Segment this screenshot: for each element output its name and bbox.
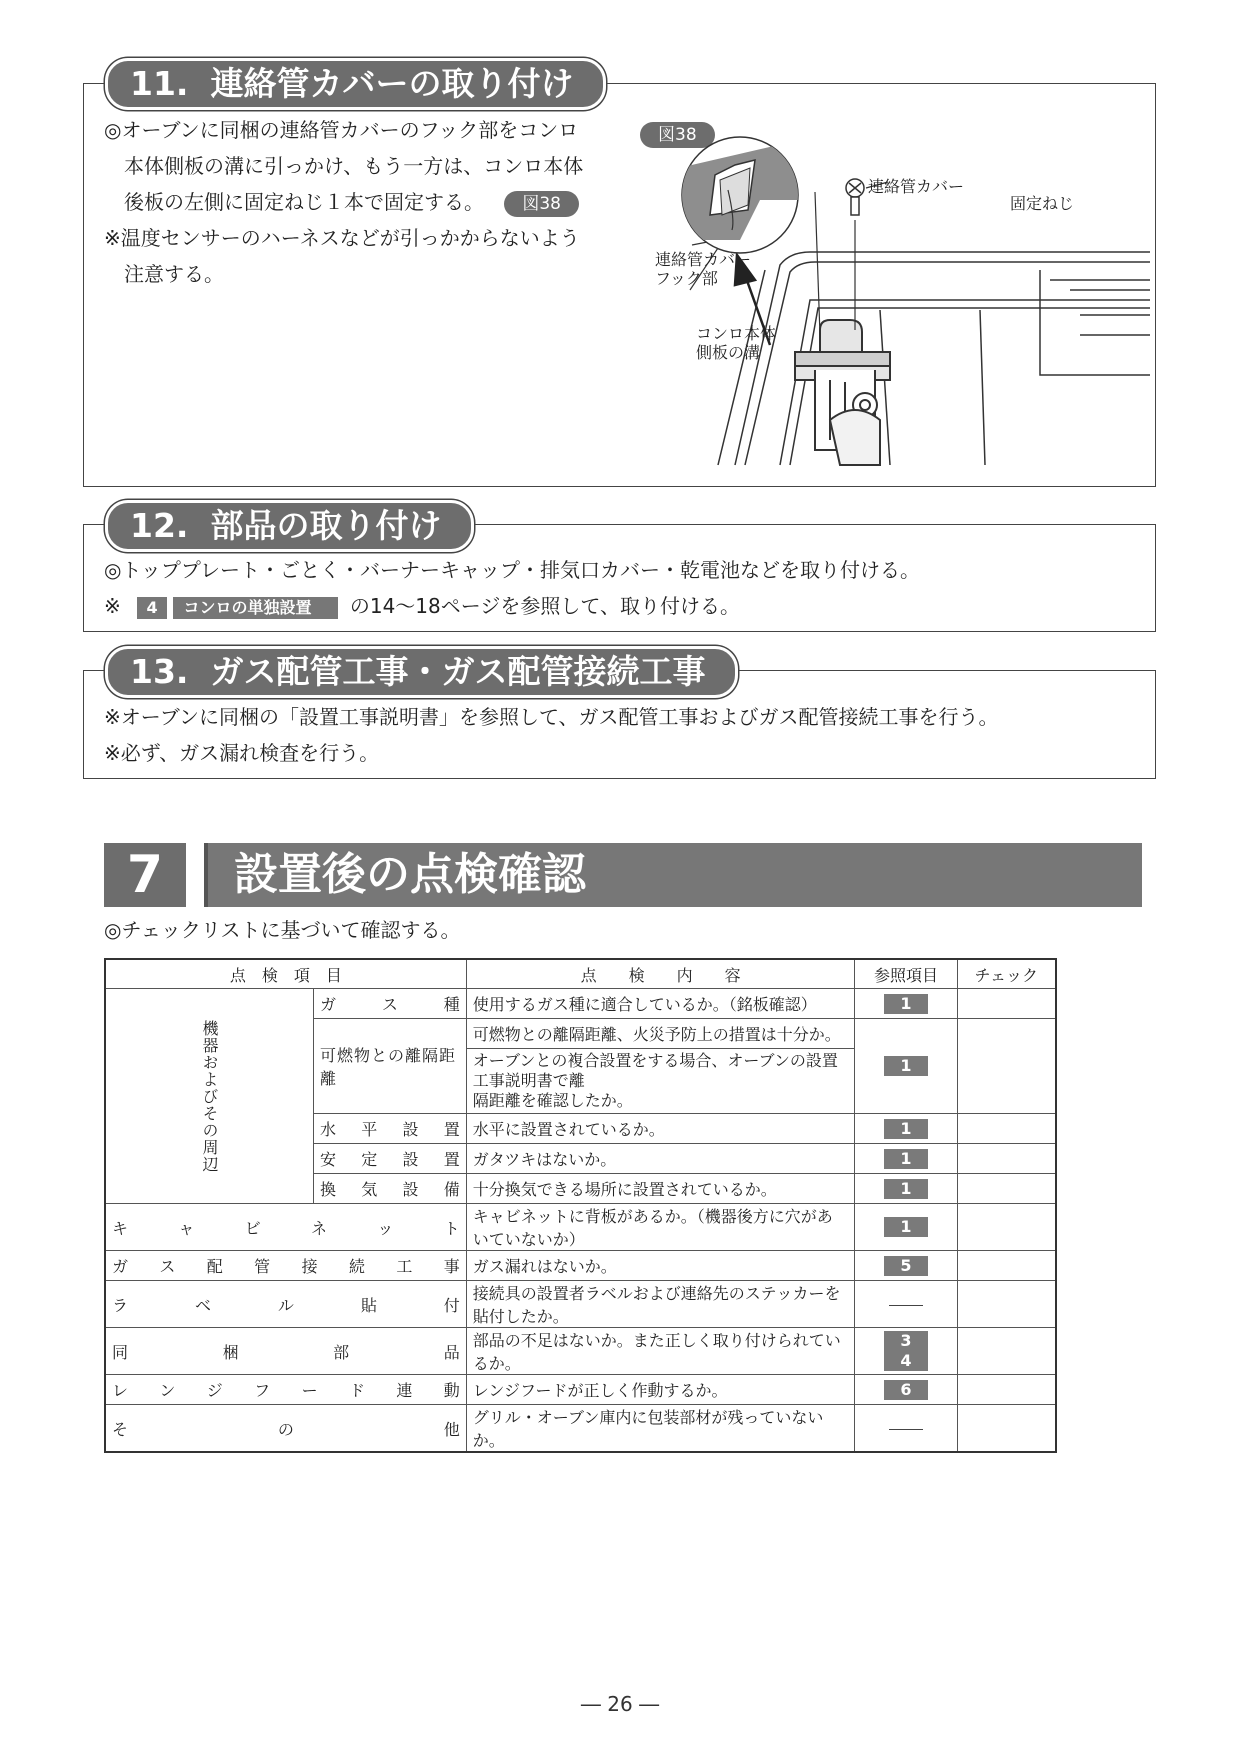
item-char: ト [443,1218,460,1238]
chapter-ref-number: 4 [137,597,167,619]
check-cell[interactable] [957,1328,1056,1375]
section-number: 12. [130,506,189,545]
item-char: 同 [112,1342,129,1362]
row-ref [855,1251,957,1281]
section-number: 13. [130,652,189,691]
table-row [105,1281,1056,1328]
item-char: ジ [206,1381,223,1400]
check-cell[interactable] [957,1405,1056,1453]
table-row [105,1251,1056,1281]
section-11-line-3-text: 後板の左側に固定ねじ１本で固定する。 [124,190,484,214]
item-char: ス [381,995,398,1014]
chapter-ref-title: コンロの単独設置 [173,597,337,619]
callout-cover: 連絡管カバー [868,177,965,196]
table-row [105,1375,1056,1405]
row-ref [855,1174,957,1204]
item-char: 換 [320,1180,337,1199]
ref-badge: 4 [884,1351,928,1371]
ref-badge: 5 [884,1256,928,1276]
row-content: ガタツキはないか。 [466,1144,855,1174]
item-char: の [277,1419,294,1439]
row-item [105,1204,466,1251]
item-char: ラ [112,1295,129,1315]
callout-hook-2: フック部 [655,269,718,288]
item-char: 他 [443,1419,460,1439]
row-ref [855,1204,957,1251]
callout-hook-1: 連絡管カバー [655,250,752,269]
ref-badge: 1 [884,994,928,1014]
check-cell[interactable] [957,1375,1056,1405]
row-content: レンジフードが正しく作動するか。 [466,1375,855,1405]
item-char: ー [301,1381,318,1400]
row-content: 水平に設置されているか。 [466,1114,855,1144]
check-cell[interactable] [957,1019,1056,1114]
item-char: 設 [402,1180,419,1199]
table-row [105,1328,1056,1375]
chapter-title: 設置後の点検確認 [204,843,1142,907]
check-cell[interactable] [957,1144,1056,1174]
row-item [314,989,467,1019]
item-char: ン [159,1381,176,1400]
row-ref [855,989,957,1019]
callout-groove-2: 側板の溝 [696,343,761,362]
item-char: ド [348,1381,365,1400]
item-char: 定 [361,1150,378,1169]
chapter-intro: ◎チェックリストに基づいて確認する。 [104,918,461,942]
ref-badge: 1 [884,1056,928,1076]
row-content-line: オーブンとの複合設置をする場合、オーブンの設置工事説明書で離 [472,1051,838,1090]
check-cell[interactable] [957,1174,1056,1204]
row-ref [855,1019,957,1114]
row-content: ガス漏れはないか。 [466,1251,855,1281]
figure-38-illustration [640,120,1150,480]
callout-screw: 固定ねじ [1010,194,1075,213]
row-item [314,1174,467,1204]
section-12-heading [105,500,474,552]
item-char: 管 [254,1257,271,1276]
item-char: そ [112,1419,129,1439]
item-char: ネ [311,1218,328,1238]
row-item [105,1375,466,1405]
checklist-table [104,958,1057,1453]
item-char: キ [112,1218,129,1238]
item-char: 設 [402,1150,419,1169]
row-content: 部品の不足はないか。また正しく取り付けられているか。 [466,1328,855,1375]
no-ref-dash [889,1305,923,1306]
row-ref [855,1114,957,1144]
section-title: 部品の取り付け [210,506,442,545]
group-label: 機器およびその周辺 [105,989,314,1204]
header-content: 点 検 内 容 [466,959,855,989]
item-char: 水 [320,1120,337,1139]
row-content: 可燃物との離隔距離、火災予防上の措置は十分か。 [466,1019,855,1049]
figure-label: 図38 [640,122,715,148]
table-row [105,989,1056,1019]
item-char: 梱 [222,1342,239,1362]
item-char: ッ [377,1218,394,1238]
check-cell[interactable] [957,1251,1056,1281]
row-item [314,1144,467,1174]
item-char: 配 [206,1257,223,1276]
row-ref [855,1375,957,1405]
item-char: 置 [443,1150,460,1169]
note-suffix: の14～18ページを参照して、取り付ける。 [349,594,740,618]
row-content: キャビネットに背板があるか。（機器後方に穴があいていないか） [466,1204,855,1251]
item-char: 貼 [360,1295,377,1315]
table-row [105,1204,1056,1251]
row-ref [855,1281,957,1328]
check-cell[interactable] [957,1114,1056,1144]
ref-badge: 1 [884,1179,928,1199]
item-char: ベ [194,1295,211,1315]
section-number: 11. [130,64,189,103]
section-13-heading [105,646,738,698]
row-content: 接続具の設置者ラベルおよび連絡先のステッカーを貼付したか。 [466,1281,855,1328]
section-12-note [104,588,740,624]
item-char: 部 [333,1342,350,1362]
ref-badge: 1 [884,1217,928,1237]
item-char: 連 [396,1381,413,1400]
item-char: 続 [348,1257,365,1276]
section-title: ガス配管工事・ガス配管接続工事 [210,652,706,691]
row-item [314,1114,467,1144]
item-char: ャ [178,1218,195,1238]
row-content [466,1049,855,1114]
row-content: 使用するガス種に適合しているか。（銘板確認） [466,989,855,1019]
row-content-line: 隔距離を確認したか。 [472,1091,633,1110]
header-check: チェック [957,959,1056,989]
row-ref [855,1405,957,1453]
table-row [105,1405,1056,1453]
row-item: 可燃物との離隔距離 [314,1019,467,1114]
check-cell[interactable] [957,989,1056,1019]
note-prefix: ※ [104,594,121,618]
section-11-heading [105,58,606,110]
ref-badge: 3 [884,1331,928,1351]
figure-ref-badge: 図38 [504,191,579,217]
item-char: 平 [361,1120,378,1139]
item-char: ビ [244,1218,261,1238]
item-char: 動 [443,1381,460,1400]
item-char: 接 [301,1257,318,1276]
item-char: フ [254,1381,271,1400]
item-char: 気 [361,1180,378,1199]
item-char: ル [277,1295,294,1315]
page-number: ― 26 ― [580,1692,660,1716]
no-ref-dash [889,1429,923,1430]
chapter-number: 7 [104,843,186,907]
section-11-line-4: ※温度センサーのハーネスなどが引っかからないよう [104,226,580,250]
ref-badge: 1 [884,1119,928,1139]
item-char: レ [112,1381,129,1400]
table-header-row [105,959,1056,989]
header-item: 点 検 項 目 [105,959,466,989]
section-title: 連絡管カバーの取り付け [210,64,574,103]
section-13-line-1: ※オーブンに同梱の「設置工事説明書」を参照して、ガス配管工事およびガス配管接続工事を行う。 [104,705,999,729]
row-item [105,1251,466,1281]
item-char: ガ [112,1257,129,1276]
item-char: 備 [443,1180,460,1199]
section-11-line-3 [124,184,579,220]
item-char: 付 [443,1295,460,1315]
row-item [105,1281,466,1328]
row-ref [855,1144,957,1174]
section-11-line-2: 本体側板の溝に引っかけ、もう一方は、コンロ本体 [124,154,584,178]
section-13-line-2: ※必ず、ガス漏れ検査を行う。 [104,741,380,765]
item-char: 設 [402,1120,419,1139]
row-ref [855,1328,957,1375]
check-cell[interactable] [957,1281,1056,1328]
ref-badge: 6 [884,1380,928,1400]
row-item [105,1328,466,1375]
row-content: 十分換気できる場所に設置されているか。 [466,1174,855,1204]
section-11-line-5: 注意する。 [124,262,224,286]
ref-badge: 1 [884,1149,928,1169]
item-char: 工 [396,1257,413,1276]
item-char: 安 [320,1150,337,1169]
check-cell[interactable] [957,1204,1056,1251]
item-char: ス [159,1257,176,1276]
header-ref: 参照項目 [855,959,957,989]
item-char: ガ [320,995,337,1014]
item-char: 置 [443,1120,460,1139]
section-12-line-1: ◎トッププレート・ごとく・バーナーキャップ・排気口カバー・乾電池などを取り付ける。 [104,558,921,582]
item-char: 品 [443,1342,460,1362]
item-char: 事 [443,1257,460,1276]
row-item [105,1405,466,1453]
item-char: 種 [443,995,460,1014]
row-content: グリル・オーブン庫内に包装部材が残っていないか。 [466,1405,855,1453]
section-11-line-1: ◎オーブンに同梱の連絡管カバーのフック部をコンロ [104,118,579,142]
callout-groove-1: コンロ本体 [696,324,777,343]
